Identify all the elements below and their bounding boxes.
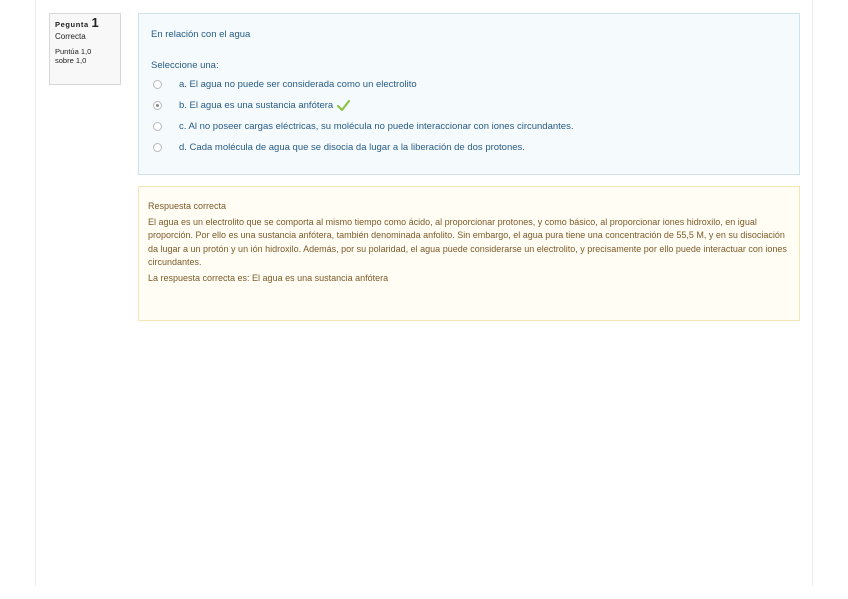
question-info-panel xyxy=(49,13,121,85)
question-formulation xyxy=(138,13,800,175)
answer-option-c[interactable] xyxy=(153,116,573,137)
question-text: En relación con el agua xyxy=(151,29,251,40)
answer-option-label: c. Al no poseer cargas eléctricas, su molécula no puede interaccionar con iones circundantes. xyxy=(179,121,574,132)
answer-option-label: a. El agua no puede ser considerada como un electrolito xyxy=(179,79,417,90)
answer-option-label: d. Cada molécula de agua que se disocia da lugar a la liberación de dos protones. xyxy=(179,142,525,153)
feedback-panel xyxy=(138,186,800,321)
answer-option-d[interactable] xyxy=(153,137,573,158)
radio-button[interactable] xyxy=(153,80,162,89)
radio-button[interactable] xyxy=(153,143,162,152)
checkmark-icon xyxy=(337,100,350,111)
feedback-general-text: El agua es un electrolito que se comporta al mismo tiempo como ácido, al proporcionar protones, y como básico, al proporcionar iones hidroxilo, en igual proporción. Por ello es una sustancia anfótera, también denominada anfolito. Sin embargo, el agua pura tiene una concentración de 55,5 M, y en su disociación da lugar a un protón y un ión hidroxilo. Además, por su polaridad, el agua puede considerarse un electrolito, y precisamente por ello puede interactuar con iones circundantes. xyxy=(148,217,787,267)
answer-prompt: Seleccione una: xyxy=(151,60,219,71)
feedback-outcome: Respuesta correcta xyxy=(148,201,227,211)
question-state: Correcta xyxy=(55,32,86,41)
feedback-right-answer: La respuesta correcta es: El agua es una sustancia anfótera xyxy=(148,273,389,284)
radio-button-selected[interactable] xyxy=(153,101,162,110)
answer-option-label: b. El agua es una sustancia anfótera xyxy=(179,100,334,111)
question-number: 1 xyxy=(91,15,99,30)
answer-option-b[interactable] xyxy=(153,95,573,116)
grade-line-1: Puntúa 1,0 xyxy=(55,47,92,56)
radio-button[interactable] xyxy=(153,122,162,131)
question-number-line xyxy=(55,17,115,31)
question-label: Pegunta xyxy=(55,20,89,29)
answer-options xyxy=(153,74,573,158)
answer-option-a[interactable] xyxy=(153,74,573,95)
grade-line-2: sobre 1,0 xyxy=(55,56,87,65)
